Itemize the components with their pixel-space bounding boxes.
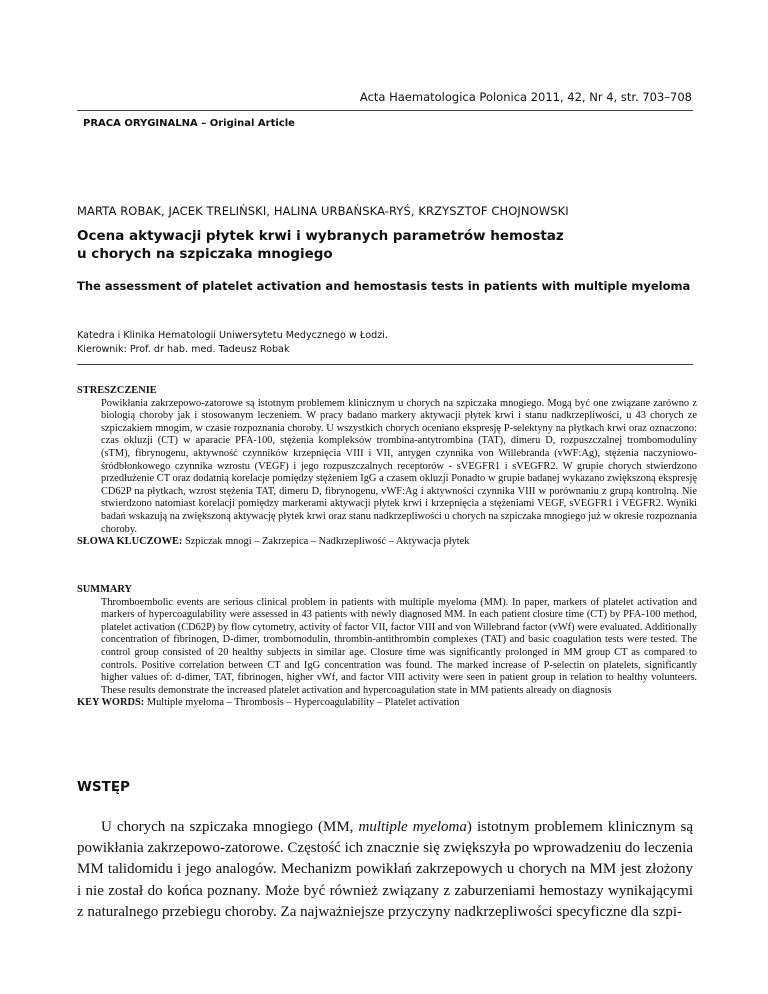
intro-italic-term: multiple myeloma: [358, 819, 467, 835]
title-polish-line-1: Ocena aktywacji płytek krwi i wybranych parametrów hemostaz: [77, 228, 564, 244]
title-polish: [77, 227, 677, 263]
intro-text-2: ) istotnym problemem klinicznym są powikłania zakrzepowo-zatorowe. Częstość ich znacznie się zwiększyła po wprowadzeniu do leczenia MM talidomidu i jego analogów. Mechanizm powikłań zakrzepowych u chorych na MM jest złożony i nie został do końca poznany. Może być również związany z zaburzeniami hemostazy wynikającymi z naturalnego przebiegu choroby. Za najważniejsze przyczyny nadkrzepliwości specyficzne dla szpi-: [77, 819, 693, 920]
keywords-polish-label: SŁOWA KLUCZOWE:: [77, 536, 183, 548]
keywords-polish: [77, 536, 697, 549]
affiliation: [77, 329, 388, 357]
abstract-polish: [77, 385, 697, 549]
abstract-polish-heading: STRESZCZENIE: [77, 385, 157, 396]
article-type: PRACA ORYGINALNA – Original Article: [83, 118, 295, 129]
header-rule: [77, 110, 693, 111]
keywords-english-text: Multiple myeloma – Thrombosis – Hypercoagulability – Platelet activation: [146, 697, 460, 709]
affiliation-line-1: Katedra i Klinika Hematologii Uniwersytetu Medycznego w Łodzi.: [77, 330, 388, 341]
keywords-polish-text: Szpiczak mnogi – Zakrzepica – Nadkrzepliwość – Aktywacja płytek: [184, 536, 470, 548]
title-polish-line-2: u chorych na szpiczaka mnogiego: [77, 246, 333, 262]
intro-text-1: U chorych na szpiczaka mnogiego (MM,: [101, 819, 359, 835]
abstract-polish-text: Powikłania zakrzepowo-zatorowe są istotnym problemem klinicznym u chorych na szpiczaka mnogiego. Mogą być one związane zarówno z biologią choroby jak i stosowanym leczeniem. W pracy badano markery aktywacji płytek krwi i stanu nadkrzepliwości, u 43 chorych ze szpiczakiem mnogim, w czasie rozpoznania choroby. U wszystkich chorych oceniano ekspresję P-selektyny na płytkach krwi oraz oznaczono: czas okluzji (CT) w aparacie PFA-100, stężenia kompleksów trombina-antytrombina (TAT), dimeru D, rozpuszczalnej trombomoduliny (sTM), fibrynogenu, aktywność czynników krzepnięcia VIII i VII, antygen czynnika von Willebranda (vWF:Ag), stężenia naczyniowo-śródbłonkowego czynnika wzrostu (VEGF) i jego rozpuszczalnych receptorów - sVEGFR1 i sVEGFR2. W grupie chorych stwierdzono przedłużenie CT oraz dodatnią korelacje pomiędzy stężeniem IgG a czasem okluzji Ponadto w grupie badanej wykazano zwiększoną ekspresję CD62P na płytkach, wzrost stężenia TAT, dimeru D, fibrynogenu, vWF:Ag i aktywności czynnika VIII w porównaniu z grupą kontrolną. Nie stwierdzono natomiast korelacji pomiędzy markerami aktywacji płytek krwi i krzepnięcia a stężeniami VEGF, sVEGFR1 i VEGFR2. Wyniki badań wskazują na zwiększoną aktywację płytek krwi oraz stanu nadkrzepliwości u chorych na szpiczaka mnogiego już w okresie rozpoznania choroby.: [101, 397, 697, 535]
keywords-english-label: KEY WORDS:: [77, 697, 145, 709]
intro-paragraph: [77, 817, 693, 923]
abstract-english-heading: SUMMARY: [77, 584, 133, 595]
title-english: The assessment of platelet activation and hemostasis tests in patients with multiple myeloma: [77, 279, 691, 293]
journal-reference: Acta Haematologica Polonica 2011, 42, Nr 4, str. 703–708: [359, 90, 692, 104]
abstract-english-text: Thromboembolic events are serious clinical problem in patients with multiple myeloma (MM). In paper, markers of platelet activation and markers of hypercoagulability were assessed in 43 patients with newly diagnosed MM. In each patient closure time (CT) by PFA-100 method, platelet activation (CD62P) by flow cytometry, activity of factor VII, factor VIII and von Willebrand factor (vWf) were evaluated. Additionally concentration of fibrinogen, D-dimer, trombomodulin, thrombin-antithrombin complexes (TAT) and basic coagulation tests were tested. The control group consisted of 20 healthy subjects in similar age. Closure time was significantly prolonged in MM group CT as compared to controls. Positive correlation between CT and IgG concentration was found. The marked increase of P-selectin on platelets, significantly higher values of: d-dimer, TAT, fibrinogen, higher vWf, and factor VIII activity were seen in patient group in relation to healthy volunteers. These results demonstrate the increased platelet activation and hypercoagulation state in MM patients already on diagnosis: [101, 596, 697, 696]
keywords-english: [77, 697, 697, 710]
abstract-english: [77, 584, 697, 710]
affiliation-line-2: Kierownik: Prof. dr hab. med. Tadeusz Robak: [77, 344, 290, 355]
section-heading-intro: WSTĘP: [77, 779, 130, 795]
authors: MARTA ROBAK, JACEK TRELIŃSKI, HALINA URBAŃSKA-RYŚ, KRZYSZTOF CHOJNOWSKI: [77, 204, 569, 218]
affiliation-rule: [77, 364, 693, 365]
